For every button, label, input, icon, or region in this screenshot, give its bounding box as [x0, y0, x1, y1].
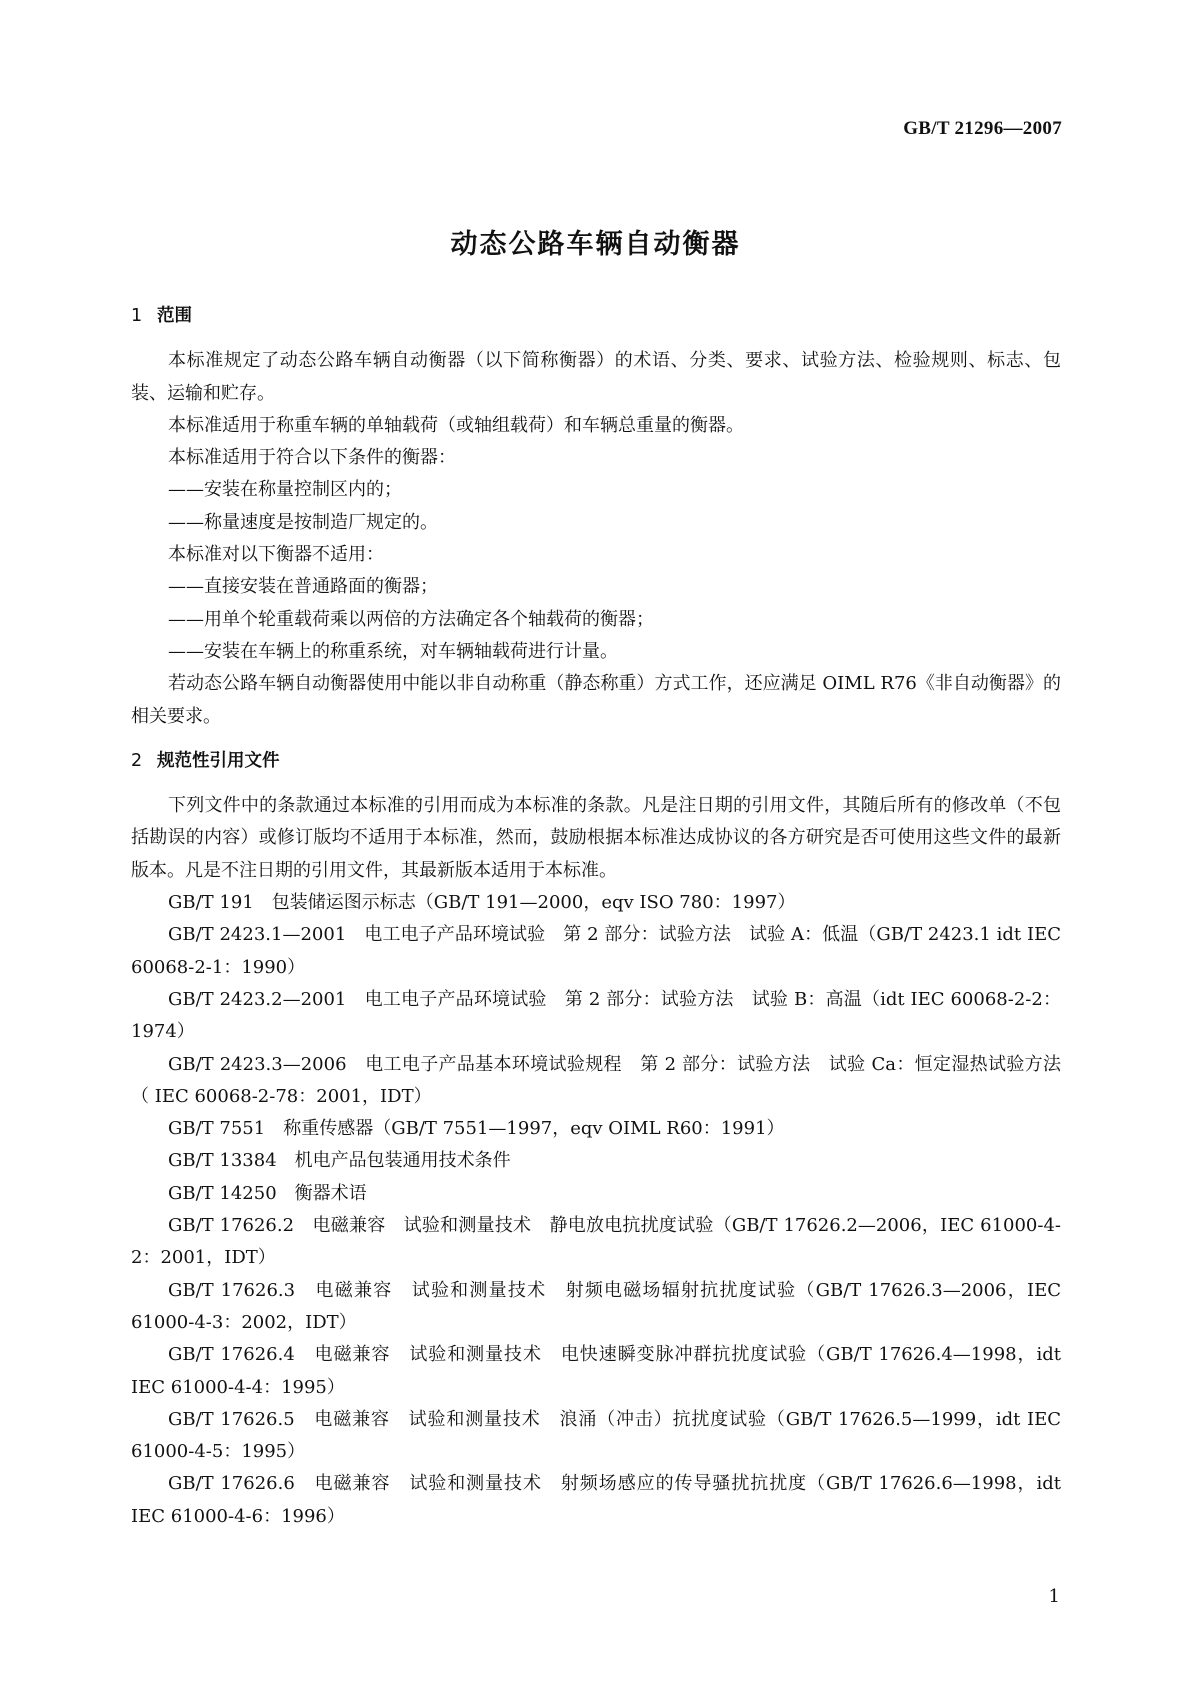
- reference-item: GB/T 191 包装储运图示标志（GB/T 191—2000，eqv ISO 780：1997）: [168, 892, 796, 914]
- reference-item: GB/T 17626.2 电磁兼容 试验和测量技术 静电放电抗扰度试验（GB/T 17626.2—2006，IEC 61000-4-2：2001，IDT）: [131, 1215, 1061, 1269]
- paragraph: 本标准对以下衡器不适用：: [168, 544, 384, 566]
- paragraph: 下列文件中的条款通过本标准的引用而成为本标准的条款。凡是注日期的引用文件，其随后所有的修改单（不包括勘误的内容）或修订版均不适用于本标准，然而，鼓励根据本标准达成协议的各方研究是否可使用这些文件的最新版本。凡是不注日期的引用文件，其最新版本适用于本标准。: [131, 795, 1061, 881]
- page-title: 动态公路车辆自动衡器: [450, 229, 741, 260]
- list-item: ——安装在称量控制区内的；: [168, 479, 402, 501]
- section-2-number: 2: [131, 750, 143, 771]
- reference-item: GB/T 2423.1—2001 电工电子产品环境试验 第 2 部分：试验方法 试验 A：低温（GB/T 2423.1 idt IEC 60068-2-1：1990）: [131, 924, 1061, 978]
- reference-item: GB/T 17626.6 电磁兼容 试验和测量技术 射频场感应的传导骚扰抗扰度（GB/T 17626.6—1998，idt IEC 61000-4-6：1996）: [131, 1473, 1061, 1527]
- paragraph: 本标准适用于称重车辆的单轴载荷（或轴组载荷）和车辆总重量的衡器。: [168, 414, 744, 436]
- reference-item: GB/T 14250 衡器术语: [168, 1182, 367, 1204]
- reference-item: GB/T 17626.5 电磁兼容 试验和测量技术 浪涌（冲击）抗扰度试验（GB/T 17626.5—1999，idt IEC 61000-4-5：1995）: [131, 1408, 1061, 1463]
- reference-item: GB/T 2423.2—2001 电工电子产品环境试验 第 2 部分：试验方法 试验 B：高温（idt IEC 60068-2-2：1974）: [131, 988, 1061, 1043]
- standard-code: GB/T 21296—2007: [903, 118, 1062, 139]
- paragraph: 若动态公路车辆自动衡器使用中能以非自动称重（静态称重）方式工作，还应满足 OIML R76《非自动衡器》的相关要求。: [131, 673, 1061, 727]
- document-body: [131, 300, 1061, 1533]
- reference-item: GB/T 7551 称重传感器（GB/T 7551—1997，eqv OIML R60：1991）: [168, 1118, 785, 1140]
- reference-item: GB/T 13384 机电产品包装通用技术条件: [168, 1150, 511, 1172]
- reference-item: GB/T 17626.4 电磁兼容 试验和测量技术 电快速瞬变脉冲群抗扰度试验（GB/T 17626.4—1998，idt IEC 61000-4-4：1995）: [131, 1344, 1061, 1398]
- list-item: ——用单个轮重载荷乘以两倍的方法确定各个轴载荷的衡器；: [168, 608, 654, 630]
- section-1-title: 范围: [157, 306, 192, 326]
- section-2-heading: [131, 745, 1061, 777]
- section-1-number: 1: [131, 306, 143, 326]
- reference-item: GB/T 2423.3—2006 电工电子产品基本环境试验规程 第 2 部分：试验方法 试验 Ca：恒定湿热试验方法（ IEC 60068-2-78：2001，IDT）: [131, 1053, 1061, 1107]
- list-item: ——直接安装在普通路面的衡器；: [168, 576, 438, 598]
- section-1-heading: [131, 300, 1061, 332]
- list-item: ——称量速度是按制造厂规定的。: [168, 511, 438, 533]
- page-number: 1: [1048, 1586, 1060, 1607]
- reference-item: GB/T 17626.3 电磁兼容 试验和测量技术 射频电磁场辐射抗扰度试验（GB/T 17626.3—2006，IEC 61000-4-3：2002，IDT）: [131, 1279, 1061, 1333]
- paragraph: 本标准规定了动态公路车辆自动衡器（以下简称衡器）的术语、分类、要求、试验方法、检验规则、标志、包装、运输和贮存。: [131, 350, 1061, 404]
- paragraph: 本标准适用于符合以下条件的衡器：: [168, 447, 456, 469]
- section-2-title: 规范性引用文件: [157, 750, 280, 771]
- list-item: ——安装在车辆上的称重系统，对车辆轴载荷进行计量。: [168, 640, 618, 662]
